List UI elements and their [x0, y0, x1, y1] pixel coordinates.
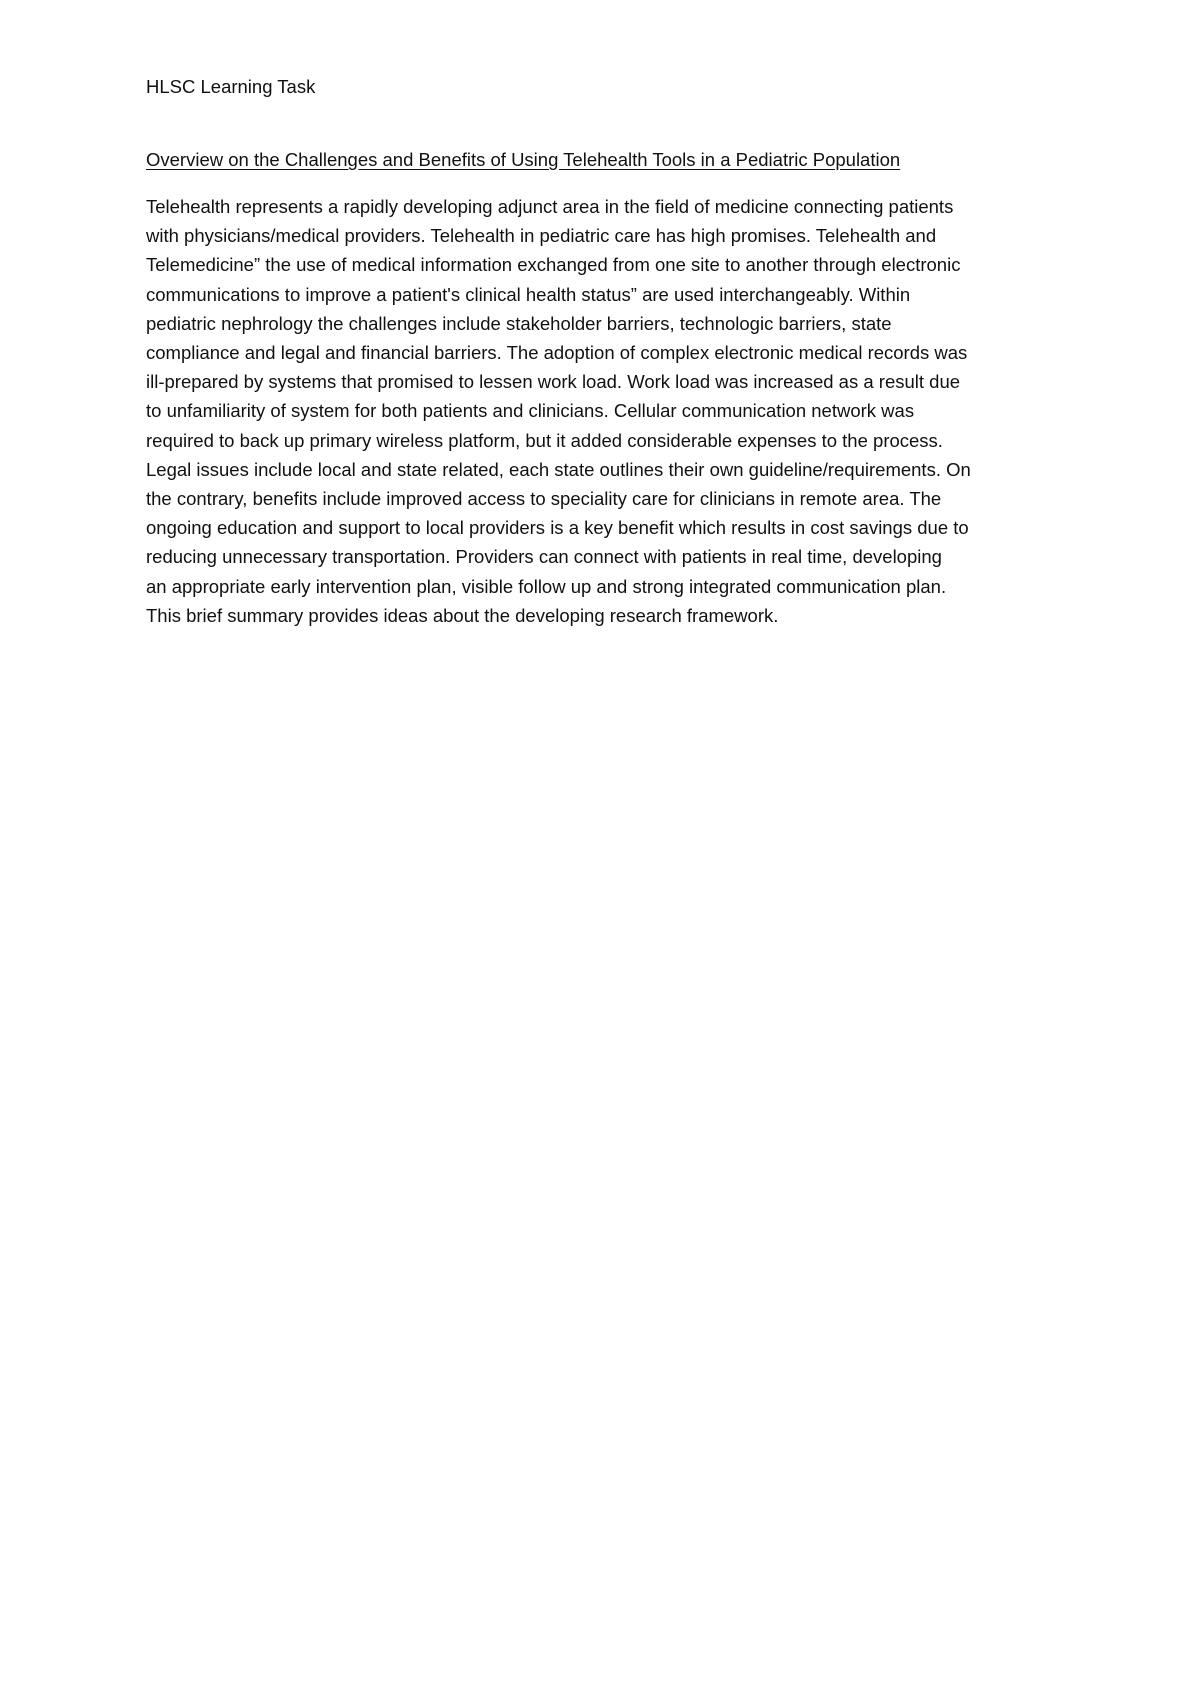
body-line: This brief summary provides ideas about the developing research framework.	[146, 604, 779, 626]
document-header: HLSC Learning Task	[146, 76, 316, 97]
body-line: compliance and legal and financial barriers. The adoption of complex electronic medical records was	[146, 342, 968, 364]
body-line: the contrary, benefits include improved access to speciality care for clinicians in remote area. The	[146, 488, 942, 510]
document-title: Overview on the Challenges and Benefits of Using Telehealth Tools in a Pediatric Population	[146, 149, 901, 170]
body-line: ongoing education and support to local providers is a key benefit which results in cost savings due to	[146, 517, 969, 539]
body-line: reducing unnecessary transportation. Providers can connect with patients in real time, developing	[146, 546, 942, 568]
body-line: Telemedicine” the use of medical information exchanged from one site to another through electronic	[146, 254, 961, 276]
body-line: pediatric nephrology the challenges include stakeholder barriers, technologic barriers, state	[146, 312, 892, 334]
body-line: an appropriate early intervention plan, visible follow up and strong integrated communication plan.	[146, 575, 947, 597]
body-line: ill-prepared by systems that promised to lessen work load. Work load was increased as a result due	[146, 371, 961, 393]
body-line: Telehealth represents a rapidly developing adjunct area in the field of medicine connecting patients	[146, 196, 954, 217]
body-line: required to back up primary wireless platform, but it added considerable expenses to the process.	[146, 429, 943, 451]
body-line: communications to improve a patient's clinical health status” are used interchangeably. Within	[146, 283, 911, 305]
body-line: to unfamiliarity of system for both patients and clinicians. Cellular communication network was	[146, 400, 915, 422]
document-body	[146, 192, 1066, 630]
body-line: Legal issues include local and state related, each state outlines their own guideline/requirements. On	[146, 458, 971, 480]
body-line: with physicians/medical providers. Telehealth in pediatric care has high promises. Telehealth and	[146, 225, 937, 247]
